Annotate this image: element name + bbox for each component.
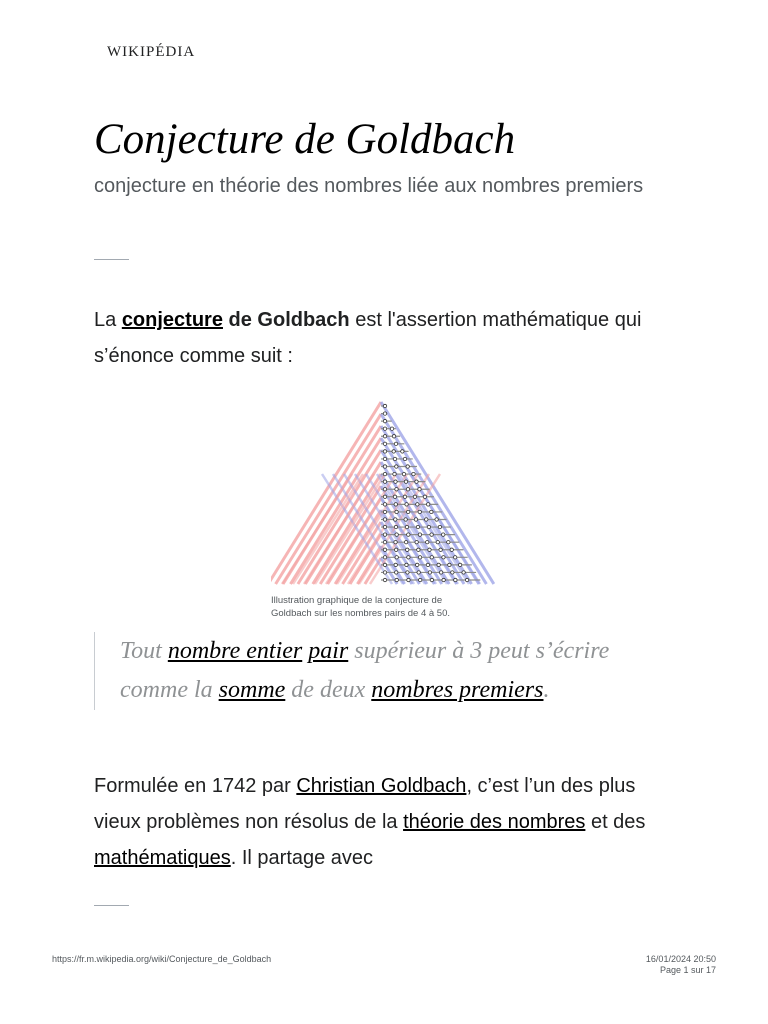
- link-pair[interactable]: pair: [308, 638, 349, 664]
- row-dot: [383, 518, 386, 521]
- row-dot: [413, 495, 416, 498]
- wikipedia-wordmark[interactable]: WIKIPÉDIA: [107, 44, 196, 60]
- row-dot: [383, 533, 386, 536]
- row-dot: [395, 578, 398, 581]
- row-dot: [416, 503, 419, 506]
- row-dot: [383, 442, 386, 445]
- row-dot: [416, 525, 419, 528]
- row-dot: [427, 525, 430, 528]
- row-dot: [402, 472, 405, 475]
- row-dot: [407, 556, 410, 559]
- row-dot: [423, 495, 426, 498]
- row-dot: [430, 533, 433, 536]
- row-dot: [383, 578, 386, 581]
- row-dot: [448, 563, 451, 566]
- row-dot: [404, 518, 407, 521]
- figure-caption: Illustration graphique de la conjecture de Goldbach sur les nombres pairs de 4 à 50.: [271, 595, 451, 619]
- footer-url: https://fr.m.wikipedia.org/wiki/Conjecture_de_Goldbach: [52, 954, 272, 964]
- row-dot: [403, 495, 406, 498]
- row-dot: [415, 563, 418, 566]
- row-dot: [447, 540, 450, 543]
- row-dot: [395, 488, 398, 491]
- row-dot: [401, 450, 404, 453]
- row-dot: [462, 571, 465, 574]
- row-dot: [418, 510, 421, 513]
- goldbach-illustration[interactable]: [271, 396, 495, 588]
- quote-text-4: de deux: [285, 677, 372, 703]
- row-dot: [406, 571, 409, 574]
- row-dot: [383, 540, 386, 543]
- divider-bottom: [94, 905, 129, 906]
- row-dot: [395, 465, 398, 468]
- history-text-2: , c’est l’un des plus vieux problèmes non résolus de la: [94, 775, 636, 833]
- row-dot: [426, 563, 429, 566]
- row-dot: [414, 518, 417, 521]
- row-dot: [435, 518, 438, 521]
- link-nombres-premiers[interactable]: nombres premiers: [371, 677, 544, 703]
- row-dot: [458, 563, 461, 566]
- footer-page: Page 1 sur 17: [659, 965, 716, 975]
- row-dot: [418, 533, 421, 536]
- row-dot: [383, 404, 386, 407]
- link-mathematiques[interactable]: mathématiques: [94, 847, 231, 869]
- link-christian-goldbach[interactable]: Christian Goldbach: [296, 775, 467, 797]
- row-dot: [394, 540, 397, 543]
- row-dot: [383, 427, 386, 430]
- conjecture-quote: [94, 632, 660, 710]
- quote-text-3: supérieur à 3 peut s’écrire comme la: [120, 638, 610, 703]
- row-dot: [383, 457, 386, 460]
- row-dot: [383, 503, 386, 506]
- row-dot: [430, 510, 433, 513]
- row-dot: [394, 480, 397, 483]
- intro-suffix: est l'assertion mathématique qui s’énonce comme suit :: [94, 309, 642, 367]
- row-dot: [418, 488, 421, 491]
- link-somme[interactable]: somme: [218, 677, 286, 703]
- row-dot: [383, 525, 386, 528]
- row-dot: [406, 488, 409, 491]
- link-theorie-des-nombres[interactable]: théorie des nombres: [403, 811, 586, 833]
- row-dot: [406, 465, 409, 468]
- row-dot: [430, 578, 433, 581]
- row-dot: [394, 442, 397, 445]
- row-dot: [395, 510, 398, 513]
- history-paragraph: [94, 768, 684, 876]
- row-dot: [442, 578, 445, 581]
- link-nombre-entier[interactable]: nombre entier: [167, 638, 303, 664]
- row-dot: [383, 435, 386, 438]
- row-dot: [428, 548, 431, 551]
- row-dot: [442, 556, 445, 559]
- row-dot: [450, 548, 453, 551]
- row-dot: [454, 578, 457, 581]
- row-dot: [394, 548, 397, 551]
- row-dot: [406, 548, 409, 551]
- row-dot: [436, 540, 439, 543]
- row-dot: [407, 578, 410, 581]
- row-dot: [425, 518, 428, 521]
- quote-text-5: .: [543, 677, 550, 703]
- row-dot: [394, 503, 397, 506]
- row-dot: [383, 548, 386, 551]
- row-dot: [442, 533, 445, 536]
- row-dot: [393, 495, 396, 498]
- row-dot: [453, 556, 456, 559]
- row-dot: [383, 450, 386, 453]
- row-dot: [392, 435, 395, 438]
- row-dot: [395, 556, 398, 559]
- row-dot: [418, 556, 421, 559]
- row-dot: [405, 525, 408, 528]
- row-dot: [417, 571, 420, 574]
- row-dot: [403, 457, 406, 460]
- row-dot: [404, 540, 407, 543]
- row-dot: [407, 533, 410, 536]
- row-dot: [418, 578, 421, 581]
- footer-meta: [646, 954, 716, 976]
- history-text-4: . Il partage avec: [230, 847, 374, 869]
- row-dot: [406, 510, 409, 513]
- link-conjecture[interactable]: conjecture: [121, 309, 223, 331]
- row-dot: [465, 578, 468, 581]
- row-dot: [415, 540, 418, 543]
- row-dot: [439, 548, 442, 551]
- intro-bold-rest: de Goldbach: [222, 309, 350, 331]
- row-dot: [395, 533, 398, 536]
- row-dot: [383, 571, 386, 574]
- row-dot: [412, 472, 415, 475]
- row-dot: [417, 548, 420, 551]
- row-dot: [394, 563, 397, 566]
- row-dot: [383, 510, 386, 513]
- row-dot: [383, 419, 386, 422]
- row-dot: [392, 450, 395, 453]
- row-dot: [393, 472, 396, 475]
- row-dot: [383, 488, 386, 491]
- row-dot: [383, 556, 386, 559]
- quote-text-1: Tout: [120, 638, 168, 664]
- row-dot: [383, 495, 386, 498]
- row-dot: [394, 525, 397, 528]
- row-dot: [405, 503, 408, 506]
- history-text-3: et des: [585, 811, 646, 833]
- page-subtitle: conjecture en théorie des nombres liée aux nombres premiers: [94, 175, 644, 197]
- row-dot: [393, 457, 396, 460]
- row-dot: [426, 503, 429, 506]
- page-title: Conjecture de Goldbach: [94, 116, 516, 163]
- row-dot: [428, 571, 431, 574]
- row-dot: [404, 480, 407, 483]
- goldbach-figure: [271, 396, 495, 620]
- row-dot: [390, 427, 393, 430]
- row-dot: [439, 571, 442, 574]
- row-dot: [451, 571, 454, 574]
- row-dot: [383, 472, 386, 475]
- row-dot: [430, 556, 433, 559]
- intro-prefix: La: [94, 309, 122, 331]
- row-dot: [383, 412, 386, 415]
- row-dot: [415, 480, 418, 483]
- row-dot: [383, 563, 386, 566]
- divider-top: [94, 259, 129, 260]
- row-dot: [438, 525, 441, 528]
- footer-datetime: 16/01/2024 20:50: [645, 954, 716, 964]
- row-dot: [383, 465, 386, 468]
- row-dot: [394, 518, 397, 521]
- row-dot: [426, 540, 429, 543]
- row-dot: [405, 563, 408, 566]
- row-dot: [437, 563, 440, 566]
- row-dot: [395, 571, 398, 574]
- history-text-1: Formulée en 1742 par: [94, 775, 297, 797]
- intro-paragraph: [94, 302, 684, 374]
- row-dot: [383, 480, 386, 483]
